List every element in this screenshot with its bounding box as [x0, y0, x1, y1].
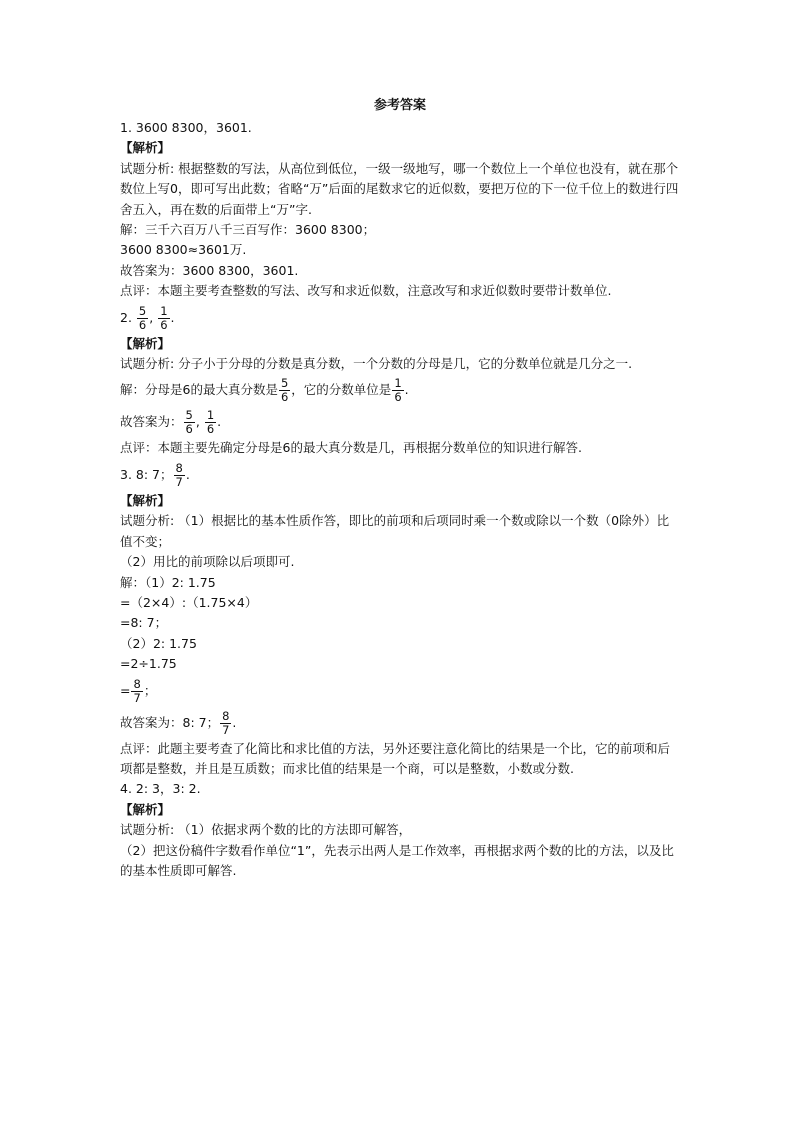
q3-step-6-end: ； — [143, 682, 157, 698]
numerator: 8 — [175, 460, 183, 475]
numerator: 5 — [138, 303, 147, 318]
fraction — [131, 678, 142, 705]
q2-analysis: 试题分析: 分子小于分母的分数是真分数，一个分数的分母是几，它的分数单位就是几分之一. — [120, 356, 633, 372]
q2-solution — [120, 374, 680, 406]
period: . — [217, 414, 222, 430]
numerator: 5 — [280, 376, 289, 391]
q4-answer: 4. 2: 3，3: 2. — [120, 781, 201, 797]
q3-final-prefix: 故答案为：8: 7； — [120, 714, 220, 730]
separator: , — [195, 414, 200, 430]
q2-final-answer — [120, 406, 680, 438]
fraction — [184, 409, 195, 436]
page-title: 参考答案 — [373, 98, 426, 113]
denominator: 7 — [222, 722, 230, 737]
denominator: 6 — [280, 390, 289, 405]
period: . — [232, 714, 237, 730]
q1-solution-line-2: 3600 8300≈3601万. — [120, 242, 247, 258]
numerator: 8 — [133, 676, 141, 691]
q2-solution-text-a: 解：分母是6的最大真分数是 — [120, 382, 278, 398]
q1-solution-line-1: 解：三千六百万八千三百写作：3600 8300； — [120, 222, 376, 238]
fraction — [205, 409, 216, 436]
q2-prefix: 2. — [120, 309, 132, 325]
fraction — [392, 377, 403, 404]
fraction — [158, 305, 169, 332]
q3-final-answer — [120, 707, 680, 739]
q3-step-2: =（2×4）:（1.75×4） — [120, 594, 258, 610]
q1-analysis: 试题分析: 根据整数的写法，从高位到低位，一级一级地写，哪一个数位上一个单位也没有，就在那个数位上写0，即可写出此数；省略“万”后面的尾数求它的近似数，要把万位的下一位千位上的数进行四舍五入，再在数的后面带上“万”字. — [120, 160, 679, 217]
q3-jiexi-heading: 【解析】 — [120, 492, 171, 508]
denominator: 7 — [175, 474, 183, 489]
separator: , — [149, 309, 154, 325]
denominator: 6 — [160, 317, 168, 332]
denominator: 6 — [138, 317, 147, 332]
q3-analysis-2: （2）用比的前项除以后项即可. — [120, 554, 295, 570]
q4-analysis-2: （2）把这份稿件字数看作单位“1”，先表示出两人是工作效率，再根据求两个数的比的方法，以及比的基本性质即可解答. — [120, 842, 674, 878]
q1-jiexi-heading: 【解析】 — [120, 140, 171, 156]
numerator: 1 — [394, 376, 402, 391]
q3-prefix: 3. 8: 7； — [120, 466, 173, 482]
period: . — [185, 466, 190, 482]
fraction — [137, 305, 148, 332]
q1-answer: 1. 3600 8300，3601. — [120, 120, 252, 135]
q1-comment: 点评：本题主要考查整数的写法、改写和求近似数，注意改写和求近似数时要带计数单位. — [120, 283, 612, 299]
q2-answer — [120, 302, 680, 334]
fraction — [279, 377, 290, 404]
period: . — [404, 382, 409, 398]
q3-step-3: =8: 7； — [120, 615, 168, 631]
period: . — [170, 309, 175, 325]
q3-step-6 — [120, 675, 680, 707]
q2-final-prefix: 故答案为： — [120, 414, 183, 430]
numerator: 1 — [206, 408, 215, 423]
q4-analysis-1: 试题分析: （1）依据求两个数的比的方法即可解答， — [120, 822, 412, 838]
fraction — [174, 462, 185, 489]
q2-jiexi-heading: 【解析】 — [120, 335, 171, 351]
numerator: 1 — [160, 303, 168, 318]
q1-final-answer: 故答案为：3600 8300，3601. — [120, 262, 299, 278]
denominator: 7 — [133, 690, 141, 705]
numerator: 5 — [185, 408, 193, 423]
answer-document — [120, 96, 680, 881]
denominator: 6 — [394, 390, 402, 405]
numerator: 8 — [222, 708, 230, 723]
q3-step-4: （2）2: 1.75 — [120, 635, 197, 651]
q3-step-5: =2÷1.75 — [120, 656, 177, 672]
q3-step-6-prefix: = — [120, 682, 131, 698]
denominator: 6 — [185, 422, 193, 437]
fraction — [220, 710, 231, 737]
q4-jiexi-heading: 【解析】 — [120, 801, 171, 817]
q3-comment: 点评：此题主要考查了化简比和求比值的方法，另外还要注意化简比的结果是一个比，它的前项和后项都是整数，并且是互质数；而求比值的结果是一个商，可以是整数，小数或分数. — [120, 740, 671, 776]
q2-comment: 点评：本题主要先确定分母是6的最大真分数是几，再根据分数单位的知识进行解答. — [120, 440, 582, 456]
q3-step-1: 解：（1）2: 1.75 — [120, 574, 216, 590]
q3-answer — [120, 459, 680, 491]
q2-solution-text-b: ，它的分数单位是 — [291, 382, 392, 398]
q3-analysis-1: 试题分析: （1）根据比的基本性质作答，即比的前项和后项同时乘一个数或除以一个数（0除外）比值不变； — [120, 513, 670, 549]
denominator: 6 — [206, 422, 215, 437]
